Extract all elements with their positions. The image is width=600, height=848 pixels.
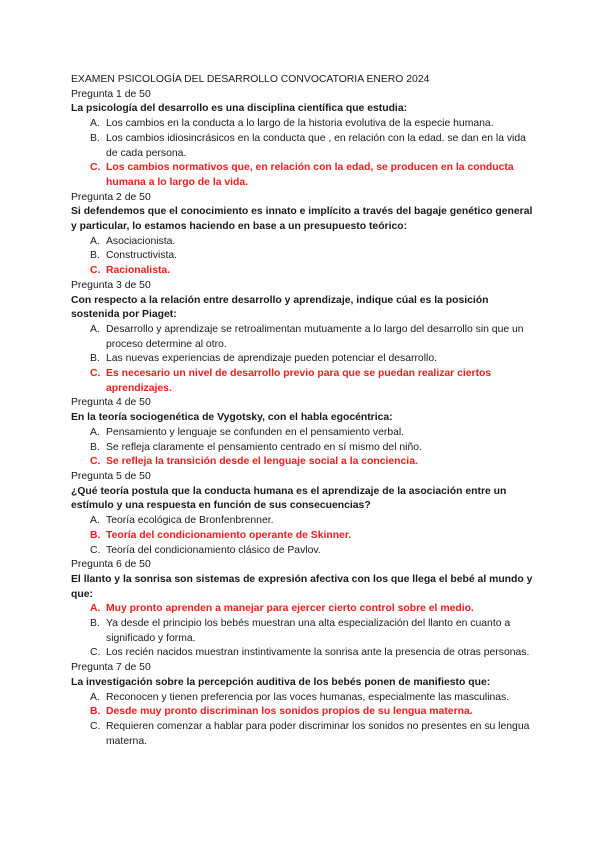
answer-option-c-correct [71,455,533,470]
option-letter: C. [90,265,101,277]
answer-option-b [71,132,533,161]
answer-option-b-correct [71,529,533,544]
option-text: Teoría del condicionamiento clásico de Pavlov. [106,544,321,556]
option-text: Constructivista. [106,250,178,262]
option-text: Teoría del condicionamiento operante de Skinner. [106,529,352,541]
answer-option-c [71,646,533,661]
answer-options [71,691,533,750]
exam-document [71,73,533,749]
answer-option-a [71,235,533,250]
answer-options [71,426,533,470]
option-letter: C. [90,162,101,174]
question-text: ¿Qué teoría postula que la conducta humana es el aprendizaje de la asociación entre un estímulo y una respuesta en función de sus consecuencias? [71,485,507,512]
option-letter: B. [90,353,100,365]
option-text: Teoría ecológica de Bronfenbrenner. [106,515,274,527]
question-text: El llanto y la sonrisa son sistemas de expresión afectiva con los que llega el bebé al mundo y que: [71,573,533,600]
question-number: Pregunta 7 de 50 [71,662,151,674]
question-number: Pregunta 6 de 50 [71,559,151,571]
answer-option-c-correct [71,367,533,396]
answer-option-c [71,720,533,749]
question-5 [71,470,533,558]
answer-options [71,235,533,279]
answer-option-c-correct [71,264,533,279]
option-text: Desarrollo y aprendizaje se retroalimentan mutuamente a lo largo del desarrollo sin que un proceso determine al otro. [106,323,524,350]
question-text: La psicología del desarrollo es una disciplina científica que estudia: [71,103,408,115]
option-text: Se refleja la transición desde el lenguaje social a la conciencia. [106,456,418,468]
question-3 [71,279,533,397]
answer-option-c-correct [71,161,533,190]
question-text: La investigación sobre la percepción auditiva de los bebés ponen de manifiesto que: [71,676,491,688]
option-letter: A. [90,426,100,438]
option-text: Asociacionista. [106,235,176,247]
answer-options [71,117,533,191]
answer-option-b [71,617,533,646]
option-text: Se refleja claramente el pensamiento centrado en sí mismo del niño. [106,441,422,453]
question-number: Pregunta 2 de 50 [71,191,151,203]
option-letter: A. [90,235,100,247]
answer-options [71,323,533,397]
question-text: Con respecto a la relación entre desarrollo y aprendizaje, indique cúal es la posición sostenida por Piaget: [71,294,489,321]
option-letter: C. [90,720,101,732]
answer-option-b [71,441,533,456]
option-letter: C. [90,544,101,556]
question-4 [71,396,533,470]
option-letter: A. [90,118,100,130]
answer-options [71,602,533,661]
option-letter: A. [90,691,100,703]
option-text: Los cambios en la conducta a lo largo de la historia evolutiva de la especie humana. [106,118,494,130]
option-letter: A. [90,603,101,615]
option-letter: B. [90,618,100,630]
answer-option-b-correct [71,705,533,720]
option-text: Los cambios idiosincrásicos en la conducta que , en relación con la edad. se dan en la vida de cada persona. [106,132,526,159]
option-text: Requieren comenzar a hablar para poder discriminar los sonidos no presentes en su lengua materna. [106,720,530,747]
option-letter: B. [90,132,100,144]
answer-option-a [71,117,533,132]
option-text: Muy pronto aprenden a manejar para ejercer cierto control sobre el medio. [106,603,474,615]
answer-option-b [71,352,533,367]
option-text: Reconocen y tienen preferencia por las voces humanas, especialmente las masculinas. [106,691,510,703]
question-6 [71,558,533,661]
option-text: Los cambios normativos que, en relación con la edad, se producen en la conducta humana a lo largo de la vida. [106,162,514,188]
option-letter: B. [90,250,100,262]
option-text: Racionalista. [106,265,171,277]
option-letter: C. [90,456,101,468]
answer-option-a [71,426,533,441]
question-number: Pregunta 3 de 50 [71,279,151,291]
option-text: Pensamiento y lenguaje se confunden en el pensamiento verbal. [106,426,405,438]
exam-title: EXAMEN PSICOLOGÍA DEL DESARROLLO CONVOCATORIA ENERO 2024 [71,74,430,85]
question-2 [71,191,533,279]
answer-option-a [71,323,533,352]
option-letter: B. [90,441,100,453]
question-number: Pregunta 1 de 50 [71,88,151,100]
question-1 [71,88,533,191]
answer-option-a-correct [71,602,533,617]
question-7 [71,661,533,749]
question-text: Si defendemos que el conocimiento es innato e implícito a través del bagaje genético general y particular, lo estamos haciendo en base a un presupuesto teórico: [71,206,533,233]
option-text: Es necesario un nivel de desarrollo previo para que se puedan realizar ciertos aprendizajes. [106,368,492,394]
option-text: Los recién nacidos muestran instintivamente la sonrisa ante la presencia de otras personas. [106,647,530,659]
option-text: Desde muy pronto discriminan los sonidos propios de su lengua materna. [106,706,473,718]
option-letter: C. [90,647,101,659]
question-number: Pregunta 5 de 50 [71,470,151,482]
question-number: Pregunta 4 de 50 [71,397,151,409]
option-letter: C. [90,368,101,380]
answer-option-a [71,514,533,529]
option-text: Las nuevas experiencias de aprendizaje pueden potenciar el desarrollo. [106,353,437,365]
answer-option-b [71,249,533,264]
option-letter: B. [90,706,101,718]
answer-option-c [71,544,533,559]
answer-option-a [71,691,533,706]
option-letter: A. [90,515,100,527]
option-letter: B. [90,529,101,541]
option-letter: A. [90,323,100,335]
option-text: Ya desde el principio los bebés muestran una alta especialización del llanto en cuanto a significado y forma. [106,618,511,644]
answer-options [71,514,533,558]
question-text: En la teoría sociogenética de Vygotsky, con el habla egocéntrica: [71,412,393,424]
